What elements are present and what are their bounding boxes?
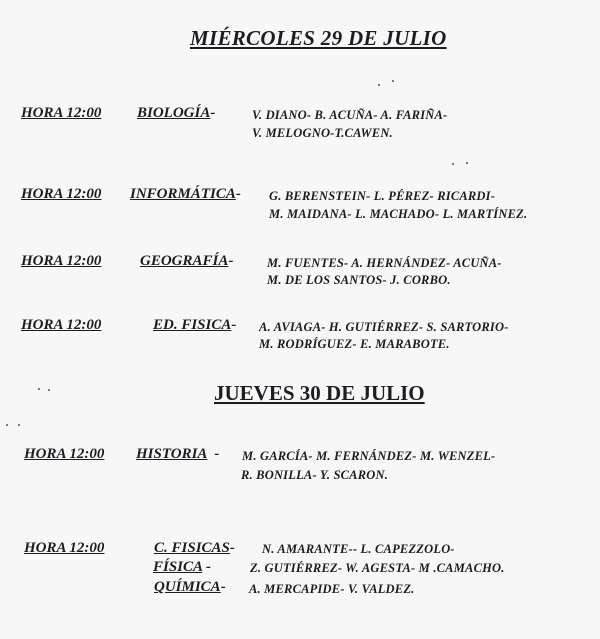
entry-subject-quimica-wrap bbox=[154, 578, 226, 596]
scan-speck bbox=[48, 389, 50, 391]
scan-speck bbox=[392, 80, 394, 82]
entry-names-line2: M. MAIDANA- L. MACHADO- L. MARTÍNEZ. bbox=[269, 207, 528, 221]
entry-names-line2: M. DE LOS SANTOS- J. CORBO. bbox=[267, 273, 451, 287]
scan-speck bbox=[18, 424, 20, 426]
entry-names-line2: M. RODRÍGUEZ- E. MARABOTE. bbox=[259, 337, 450, 351]
entry-time: HORA 12:00 bbox=[21, 186, 102, 202]
entry-dash: - bbox=[202, 559, 211, 575]
entry-subject: BIOLOGÍA bbox=[137, 105, 211, 121]
entry-subject-geografia-wrap bbox=[140, 252, 233, 270]
entry-dash: - bbox=[231, 317, 237, 333]
entry-dash: - bbox=[235, 186, 241, 202]
entry-time: HORA 12:00 bbox=[21, 105, 102, 121]
entry-subject-informatica-wrap bbox=[130, 185, 241, 203]
entry-time: HORA 12:00 bbox=[21, 253, 102, 269]
day-title-thursday: JUEVES 30 DE JULIO bbox=[214, 381, 425, 405]
entry-subject: QUÍMICA bbox=[154, 579, 221, 595]
entry-dash: - bbox=[214, 446, 220, 462]
entry-names-line1: G. BERENSTEIN- L. PÉREZ- RICARDI- bbox=[269, 189, 496, 203]
schedule-entry-geografia bbox=[21, 252, 101, 270]
entry-subject-ed-fisica-wrap bbox=[153, 316, 236, 334]
entry-names-line1: V. DIANO- B. ACUÑA- A. FARIÑA- bbox=[252, 108, 448, 122]
entry-dash: - bbox=[229, 540, 235, 556]
entry-subject: ED. FISICA bbox=[153, 317, 232, 333]
entry-subject: FÍSICA bbox=[153, 559, 203, 575]
entry-subject: INFORMÁTICA bbox=[130, 186, 236, 202]
entry-names: N. AMARANTE-- L. CAPEZZOLO- bbox=[262, 542, 455, 556]
schedule-entry-ciencias bbox=[24, 539, 104, 557]
scan-speck bbox=[378, 84, 380, 86]
entry-names-line1: A. AVIAGA- H. GUTIÉRREZ- S. SARTORIO- bbox=[259, 320, 509, 334]
scan-speck bbox=[6, 424, 8, 426]
entry-subject-c-fisicas-wrap bbox=[154, 539, 235, 557]
entry-subject-biologia-wrap bbox=[137, 104, 215, 122]
entry-names-line2: V. MELOGNO-T.CAWEN. bbox=[252, 126, 393, 140]
entry-names-line1: M. FUENTES- A. HERNÁNDEZ- ACUÑA- bbox=[267, 256, 502, 270]
entry-names-line2: R. BONILLA- Y. SCARON. bbox=[241, 468, 389, 482]
entry-subject: HISTORIA bbox=[136, 446, 208, 462]
schedule-entry-biologia bbox=[21, 104, 101, 122]
day-title-wednesday: MIÉRCOLES 29 DE JULIO bbox=[190, 26, 447, 50]
entry-subject: GEOGRAFÍA bbox=[140, 253, 229, 269]
scan-speck bbox=[466, 162, 468, 164]
entry-names: A. MERCAPIDE- V. VALDEZ. bbox=[249, 582, 415, 596]
schedule-entry-informatica bbox=[21, 185, 101, 203]
scan-speck bbox=[452, 163, 454, 165]
entry-dash: - bbox=[220, 579, 226, 595]
entry-dash: - bbox=[210, 105, 216, 121]
entry-time: HORA 12:00 bbox=[24, 446, 105, 462]
entry-names-line1: M. GARCÍA- M. FERNÁNDEZ- M. WENZEL- bbox=[242, 449, 496, 463]
entry-time: HORA 12:00 bbox=[24, 540, 105, 556]
entry-time: HORA 12:00 bbox=[21, 317, 102, 333]
entry-dash: - bbox=[228, 253, 234, 269]
entry-subject-fisica-wrap bbox=[153, 558, 211, 576]
entry-subject: C. FISICAS bbox=[154, 540, 230, 556]
schedule-entry-historia bbox=[24, 445, 104, 463]
scan-speck bbox=[38, 388, 40, 390]
entry-subject-historia-wrap bbox=[136, 445, 219, 463]
schedule-entry-ed-fisica bbox=[21, 316, 101, 334]
entry-names: Z. GUTIÉRREZ- W. AGESTA- M .CAMACHO. bbox=[250, 561, 505, 575]
